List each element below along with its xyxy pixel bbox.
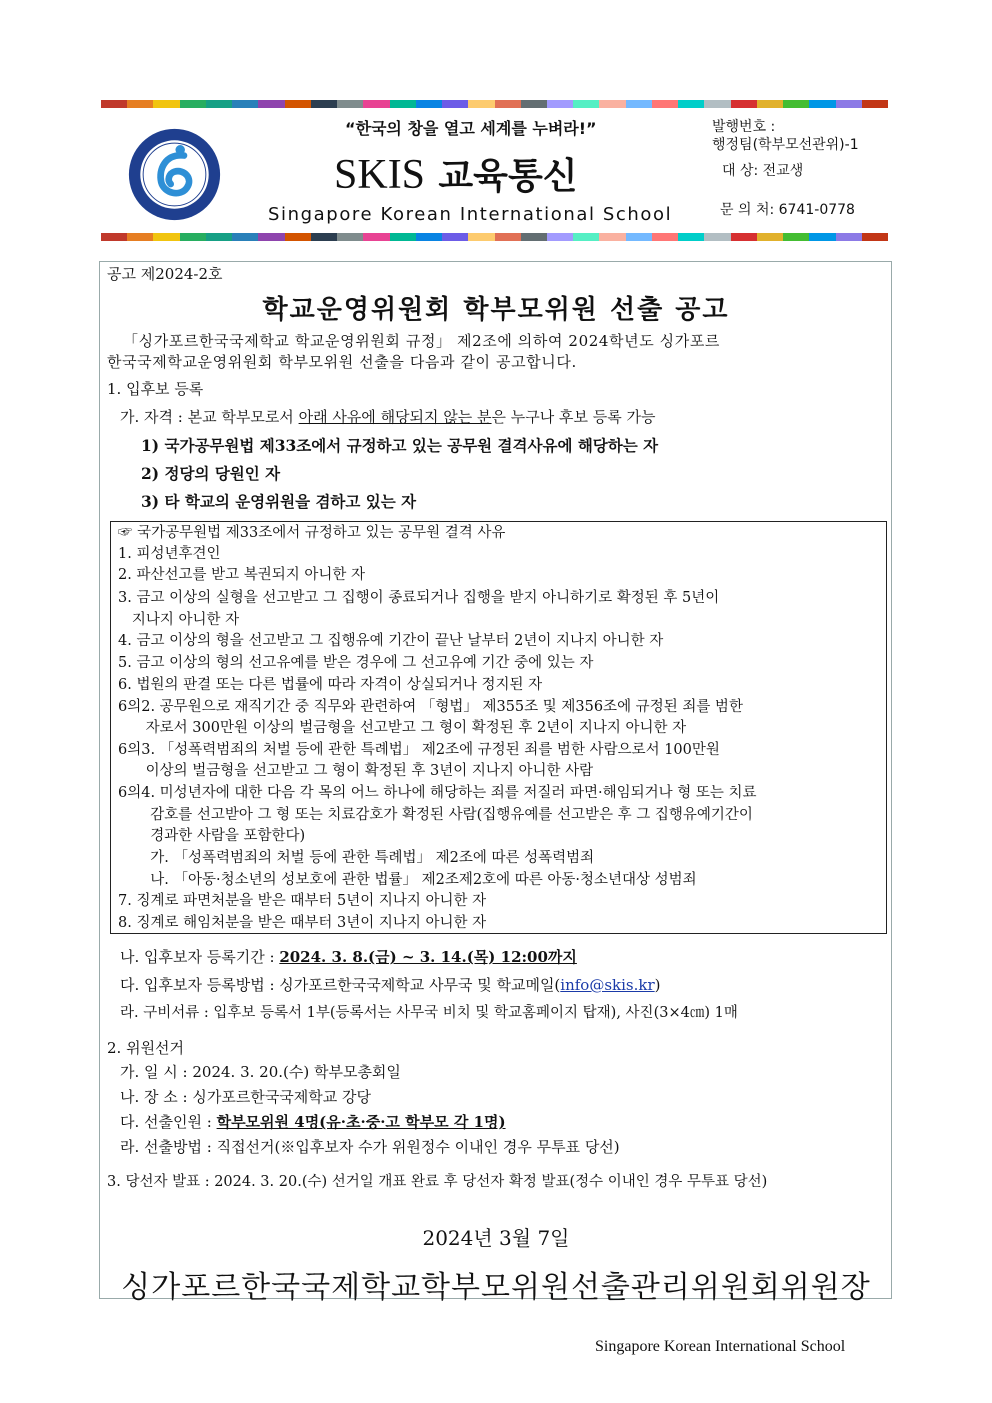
box-line: 7. 징계로 파면처분을 받은 때부터 5년이 지나지 아니한 자 bbox=[118, 893, 487, 909]
disqualification-item: 3) 타 학교의 운영위원을 겸하고 있는 자 bbox=[141, 492, 417, 511]
section2-title: 2. 위원선거 bbox=[107, 1039, 185, 1057]
election-place: 나. 장 소 : 싱가포르한국국제학교 강당 bbox=[120, 1088, 372, 1106]
stripe-segment bbox=[626, 100, 652, 108]
stripe-segment bbox=[127, 100, 153, 108]
stripe-segment bbox=[232, 100, 258, 108]
stripe-segment bbox=[153, 100, 179, 108]
stripe-segment bbox=[573, 100, 599, 108]
stripe-segment bbox=[258, 100, 284, 108]
issue-label: 발행번호 : bbox=[712, 119, 776, 135]
stripe-segment bbox=[495, 100, 521, 108]
method-label: 다. 입후보자 등록방법 : 싱가포르한국국제학교 사무국 및 학교메일( bbox=[120, 976, 561, 994]
intro-line-2: 한국국제학교운영위원회 학부모위원 선출을 다음과 같이 공고합니다. bbox=[107, 353, 577, 371]
stripe-segment bbox=[127, 233, 153, 241]
stripe-segment bbox=[783, 233, 809, 241]
election-date: 가. 일 시 : 2024. 3. 20.(수) 학부모총회일 bbox=[120, 1063, 401, 1081]
count-value: 학부모위원 4명(유·초·중·고 학부모 각 1명) bbox=[216, 1113, 506, 1131]
stripe-segment bbox=[153, 233, 179, 241]
stripe-segment bbox=[442, 100, 468, 108]
stripe-segment bbox=[363, 233, 389, 241]
registration-method bbox=[120, 975, 661, 995]
stripe-segment bbox=[809, 100, 835, 108]
title-latin: SKIS bbox=[334, 152, 426, 198]
stripe-segment bbox=[731, 100, 757, 108]
stripe-segment bbox=[206, 233, 232, 241]
election-method: 라. 선출방법 : 직접선거(※입후보자 수가 위원정수 이내인 경우 무투표 당선) bbox=[120, 1138, 620, 1156]
period-value: 2024. 3. 8.(금) ~ 3. 14.(목) 12:00까지 bbox=[279, 948, 577, 966]
qualification bbox=[120, 407, 656, 427]
box-line: 가. 「성폭력범죄의 처벌 등에 관한 특례법」 제2조에 따른 성폭력범죄 bbox=[118, 850, 595, 866]
signature-line: 싱가포르한국국제학교학부모위원선출관리위원회위원장 bbox=[121, 1270, 871, 1305]
election-count bbox=[120, 1112, 506, 1132]
issue-number: 행정팀(학부모선관위)-1 bbox=[712, 137, 859, 153]
stripe-segment bbox=[809, 233, 835, 241]
email-link[interactable]: info@skis.kr bbox=[560, 976, 655, 994]
count-label: 다. 선출인원 : bbox=[120, 1113, 217, 1131]
qual-suffix: 은 누구나 후보 등록 가능 bbox=[491, 408, 656, 426]
qual-prefix: 가. 자격 : 본교 학부모로서 bbox=[120, 408, 299, 426]
method-close: ) bbox=[654, 976, 661, 994]
stripe-segment bbox=[206, 100, 232, 108]
section3-announcement: 3. 당선자 발표 : 2024. 3. 20.(수) 선거일 개표 완료 후 당선자 확정 발표(정수 이내인 경우 무투표 당선) bbox=[107, 1174, 768, 1190]
stripe-segment bbox=[337, 233, 363, 241]
stripe-segment bbox=[311, 100, 337, 108]
stripe-segment bbox=[416, 100, 442, 108]
stripe-segment bbox=[757, 233, 783, 241]
school-name: Singapore Korean International School bbox=[268, 204, 673, 225]
registration-period bbox=[120, 947, 577, 967]
intro-line-1: 「싱가포르한국국제학교 학교운영위원회 규정」 제2조에 의하여 2024학년도 싱가포르 bbox=[123, 332, 721, 350]
stripe-segment bbox=[232, 233, 258, 241]
stripe-segment bbox=[258, 233, 284, 241]
box-line: ☞ 국가공무원법 제33조에서 규정하고 있는 공무원 결격 사유 bbox=[118, 525, 506, 541]
box-line: 6의4. 미성년자에 대한 다음 각 목의 어느 하나에 해당하는 죄를 저질러 파면·해임되거나 형 또는 치료 bbox=[118, 785, 757, 801]
stripe-segment bbox=[495, 233, 521, 241]
stripe-segment bbox=[180, 100, 206, 108]
box-line: 6. 법원의 판결 또는 다른 법률에 따라 자격이 상실되거나 정지된 자 bbox=[118, 677, 543, 693]
stripe-segment bbox=[285, 100, 311, 108]
stripe-segment bbox=[626, 233, 652, 241]
footer-school-name: Singapore Korean International School bbox=[595, 1338, 846, 1355]
box-line: 8. 징계로 해임처분을 받은 때부터 3년이 지나지 아니한 자 bbox=[118, 915, 487, 931]
stripe-segment bbox=[416, 233, 442, 241]
school-logo bbox=[127, 127, 222, 222]
stripe-segment bbox=[337, 100, 363, 108]
stripe-segment bbox=[836, 233, 862, 241]
stripe-segment bbox=[468, 100, 494, 108]
stripe-segment bbox=[862, 100, 888, 108]
notice-date: 2024년 3월 7일 bbox=[422, 1226, 570, 1250]
box-line: 5. 금고 이상의 형의 선고유예를 받은 경우에 그 선고유예 기간 중에 있는 자 bbox=[118, 655, 594, 671]
stripe-segment bbox=[547, 233, 573, 241]
stripe-segment bbox=[285, 233, 311, 241]
stripe-segment bbox=[652, 233, 678, 241]
box-line: 이상의 벌금형을 선고받고 그 형이 확정된 후 3년이 지나지 아니한 사람 bbox=[118, 763, 594, 779]
title-korean: 교육통신 bbox=[438, 156, 578, 197]
bottom-color-stripe bbox=[101, 233, 888, 241]
stripe-segment bbox=[862, 233, 888, 241]
box-line: 6의3. 「성폭력범죄의 처벌 등에 관한 특례법」 제2조에 규정된 죄를 범한 사람으로서 100만원 bbox=[118, 742, 720, 758]
disqualification-item: 2) 정당의 당원인 자 bbox=[141, 464, 281, 483]
stripe-segment bbox=[836, 100, 862, 108]
stripe-segment bbox=[783, 100, 809, 108]
stripe-segment bbox=[731, 233, 757, 241]
stripe-segment bbox=[704, 100, 730, 108]
box-line: 6의2. 공무원으로 재직기간 중 직무와 관련하여 「형법」 제355조 및 제356조에 규정된 죄를 범한 bbox=[118, 699, 743, 715]
stripe-segment bbox=[468, 233, 494, 241]
stripe-segment bbox=[390, 233, 416, 241]
stripe-segment bbox=[599, 233, 625, 241]
notice-number: 공고 제2024-2호 bbox=[107, 265, 223, 283]
stripe-segment bbox=[547, 100, 573, 108]
stripe-segment bbox=[180, 233, 206, 241]
box-line: 1. 피성년후견인 bbox=[118, 546, 221, 562]
box-line: 나. 「아동·청소년의 성보호에 관한 법률」 제2조제2호에 따른 아동·청소년대상 성범죄 bbox=[118, 872, 697, 888]
disqualification-item: 1) 국가공무원법 제33조에서 규정하고 있는 공무원 결격사유에 해당하는 자 bbox=[141, 436, 659, 455]
stripe-segment bbox=[678, 233, 704, 241]
stripe-segment bbox=[599, 100, 625, 108]
stripe-segment bbox=[311, 233, 337, 241]
stripe-segment bbox=[521, 233, 547, 241]
required-documents: 라. 구비서류 : 입후보 등록서 1부(등록서는 사무국 비치 및 학교홈페이지 탑재), 사진(3×4㎝) 1매 bbox=[120, 1005, 738, 1021]
period-label: 나. 입후보자 등록기간 : bbox=[120, 948, 280, 966]
box-line: 2. 파산선고를 받고 복권되지 아니한 자 bbox=[118, 567, 365, 583]
stripe-segment bbox=[363, 100, 389, 108]
stripe-segment bbox=[678, 100, 704, 108]
stripe-segment bbox=[521, 100, 547, 108]
box-line: 자로서 300만원 이상의 벌금형을 선고받고 그 형이 확정된 후 2년이 지나지 아니한 자 bbox=[118, 720, 687, 736]
box-line: 4. 금고 이상의 형을 선고받고 그 집행유예 기간이 끝난 날부터 2년이 지나지 아니한 자 bbox=[118, 633, 664, 649]
stripe-segment bbox=[704, 233, 730, 241]
target-audience: 대 상: 전교생 bbox=[722, 163, 804, 179]
stripe-segment bbox=[390, 100, 416, 108]
stripe-segment bbox=[442, 233, 468, 241]
box-line: 지나지 아니한 자 bbox=[118, 612, 240, 628]
slogan: “한국의 창을 열고 세계를 누벼라!” bbox=[345, 119, 597, 138]
box-line: 감호를 선고받아 그 형 또는 치료감호가 확정된 사람(집행유예를 선고받은 후 그 집행유예기간이 bbox=[118, 807, 753, 823]
stripe-segment bbox=[101, 233, 127, 241]
section1-title: 1. 입후보 등록 bbox=[107, 380, 204, 398]
notice-heading: 학교운영위원회 학부모위원 선출 공고 bbox=[262, 295, 730, 325]
top-color-stripe bbox=[101, 100, 888, 108]
box-line: 경과한 사람을 포함한다) bbox=[118, 828, 306, 844]
newsletter-title bbox=[334, 146, 578, 205]
stripe-segment bbox=[652, 100, 678, 108]
box-line: 3. 금고 이상의 실형을 선고받고 그 집행이 종료되거나 집행을 받지 아니하기로 확정된 후 5년이 bbox=[118, 590, 720, 606]
contact-number: 문 의 처: 6741-0778 bbox=[720, 202, 855, 218]
stripe-segment bbox=[101, 100, 127, 108]
stripe-segment bbox=[757, 100, 783, 108]
qual-underlined: 아래 사유에 해당되지 않는 분 bbox=[298, 408, 492, 426]
stripe-segment bbox=[573, 233, 599, 241]
